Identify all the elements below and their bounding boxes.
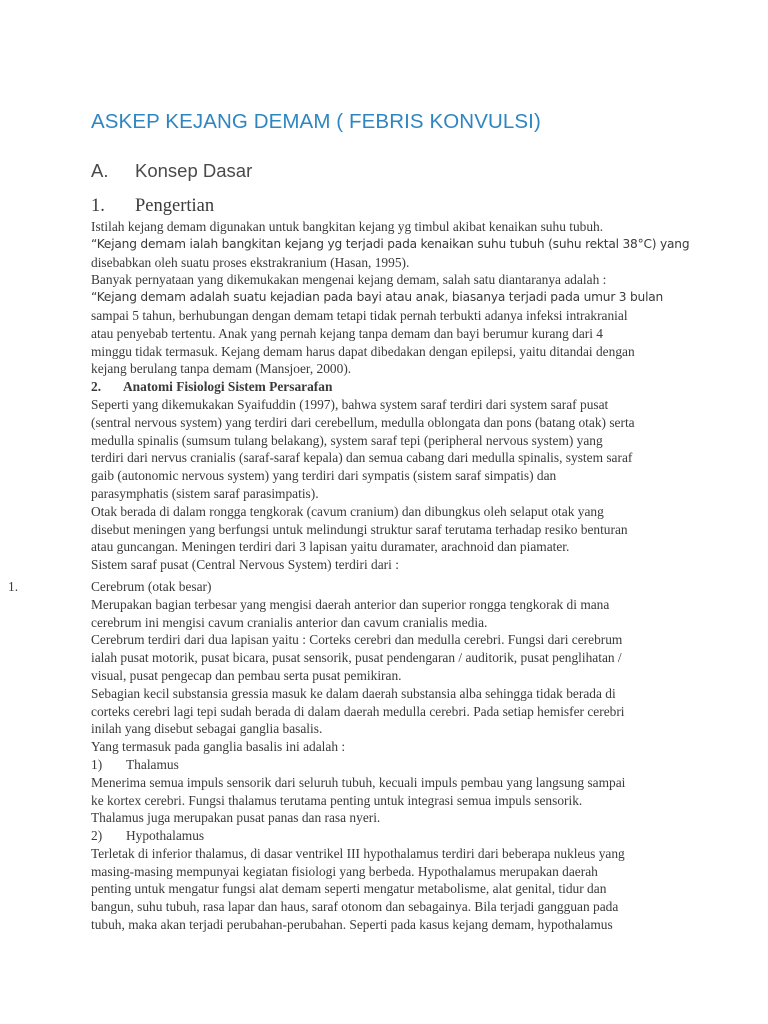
text-line: visual, pusat pengecap dan pembau serta pusat pemikiran. — [91, 667, 402, 683]
text-line: inilah yang disebut sebagai ganglia basalis. — [91, 721, 323, 737]
text-line: terdiri dari nervus cranialis (saraf-saraf kepala) dan semua cabang dari medulla spinalis, system saraf — [91, 450, 633, 466]
text-line: masing-masing mempunyai kegiatan fisiologi yang berbeda. Hypothalamus merupakan daerah — [91, 863, 598, 879]
text-line: minggu tidak termasuk. Kejang demam harus dapat dibedakan dengan epilepsi, yaitu ditandai dengan — [91, 343, 635, 359]
text-line: Thalamus juga merupakan pusat panas dan rasa nyeri. — [91, 810, 381, 826]
text-line: Menerima semua impuls sensorik dari seluruh tubuh, kecuali impuls pembau yang langsung sampai — [91, 774, 626, 790]
subsection-label: Pengertian — [135, 196, 215, 216]
text-line: tubuh, maka akan terjadi perubahan-perubahan. Seperti pada kasus kejang demam, hypothalamus — [91, 917, 613, 933]
text-line: corteks cerebri lagi tepi sudah berada di dalam daerah medulla cerebri. Pada setiap hemisfer cerebri — [91, 703, 625, 719]
document-title: ASKEP KEJANG DEMAM ( FEBRIS KONVULSI) — [91, 110, 541, 133]
text-line: Sebagian kecil substansia gressia masuk ke dalam daerah substansia alba sehingga tidak berada di — [91, 685, 616, 701]
sub-item-text: Thalamus — [126, 756, 179, 772]
subsection-heading-1 — [91, 196, 214, 217]
sub-item-number: 2) — [91, 828, 103, 844]
subheading-line — [91, 378, 691, 396]
text-line: bangun, suhu tubuh, rasa lapar dan haus, saraf otonom dan sebagainya. Bila terjadi gangguan pada — [91, 899, 619, 915]
subsection-number: 1. — [91, 196, 105, 216]
text-line: Terletak di inferior thalamus, di dasar ventrikel III hypothalamus terdiri dari beberapa nukleus yang — [91, 845, 625, 861]
text-line: Merupakan bagian terbesar yang mengisi daerah anterior dan superior rongga tengkorak di mana — [91, 596, 610, 612]
sub-item-heading — [91, 827, 691, 845]
text-line: parasymphatis (sistem saraf parasimpatis). — [91, 485, 319, 501]
subheading-text: Anatomi Fisiologi Sistem Persarafan — [123, 379, 333, 395]
text-line: kejang berulang tanpa demam (Mansjoer, 2000). — [91, 361, 352, 377]
sub-item-number: 1) — [91, 756, 103, 772]
text-line: ialah pusat motorik, pusat bicara, pusat sensorik, pusat pendengaran / auditorik, pusat penglihatan / — [91, 650, 622, 666]
section-number: A. — [91, 160, 109, 181]
text-line: “Kejang demam ialah bangkitan kejang yg terjadi pada kenaikan suhu tubuh (suhu rektal 38°C) yang — [91, 236, 690, 251]
list-number: 1. — [8, 578, 19, 594]
text-line: disebut meningen yang berfungsi untuk melindungi struktur saraf terutama terhadap resiko benturan — [91, 521, 628, 537]
text-line: Sistem saraf pusat (Central Nervous System) terdiri dari : — [91, 557, 399, 573]
list-item-heading — [8, 578, 691, 596]
list-text: Cerebrum (otak besar) — [91, 578, 212, 594]
text-line: cerebrum ini mengisi cavum cranialis anterior dan cavum cranialis media. — [91, 614, 488, 630]
text-line: disebabkan oleh suatu proses ekstrakranium (Hasan, 1995). — [91, 254, 410, 270]
text-line: penting untuk mengatur fungsi alat demam seperti mengatur metabolisme, alat genital, tidur dan — [91, 881, 607, 897]
text-line: (sentral nervous system) yang terdiri dari cerebellum, medulla oblongata dan pons (batang otak) serta — [91, 414, 635, 430]
text-line: “Kejang demam adalah suatu kejadian pada bayi atau anak, biasanya terjadi pada umur 3 bulan — [91, 290, 664, 305]
sub-item-heading — [91, 756, 691, 774]
text-line: medulla spinalis (sumsum tulang belakang), system saraf tepi (peripheral nervous system) yang — [91, 432, 603, 448]
text-line: Banyak pernyataan yang dikemukakan mengenai kejang demam, salah satu diantaranya adalah : — [91, 272, 607, 288]
text-line: gaib (autonomic nervous system) yang terdiri dari sympatis (sistem saraf simpatis) dan — [91, 468, 557, 484]
section-heading-a — [91, 160, 252, 182]
text-line: ke kortex cerebri. Fungsi thalamus terutama penting untuk integrasi semua impuls sensorik. — [91, 792, 583, 808]
document-body — [8, 218, 691, 934]
text-line: Seperti yang dikemukakan Syaifuddin (1997), bahwa system saraf terdiri dari system saraf pusat — [91, 396, 609, 412]
subheading-number: 2. — [91, 379, 102, 395]
section-label: Konsep Dasar — [135, 160, 253, 181]
sub-item-text: Hypothalamus — [126, 828, 205, 844]
text-line: Otak berada di dalam rongga tengkorak (cavum cranium) dan dibungkus oleh selaput otak yang — [91, 503, 604, 519]
text-line: Istilah kejang demam digunakan untuk bangkitan kejang yg timbul akibat kenaikan suhu tubuh. — [91, 219, 604, 234]
text-line: sampai 5 tahun, berhubungan dengan demam tetapi tidak pernah terbukti adanya infeksi intrakranial — [91, 307, 628, 323]
text-line: atau guncangan. Meningen terdiri dari 3 lapisan yaitu duramater, arachnoid dan piamater. — [91, 539, 570, 555]
text-line: Cerebrum terdiri dari dua lapisan yaitu : Corteks cerebri dan medulla cerebri. Fungsi dari cerebrum — [91, 632, 623, 648]
text-line: Yang termasuk pada ganglia basalis ini adalah : — [91, 739, 346, 755]
text-line: atau penyebab tertentu. Anak yang pernah kejang tanpa demam dan bayi berumur kurang dari 4 — [91, 325, 604, 341]
